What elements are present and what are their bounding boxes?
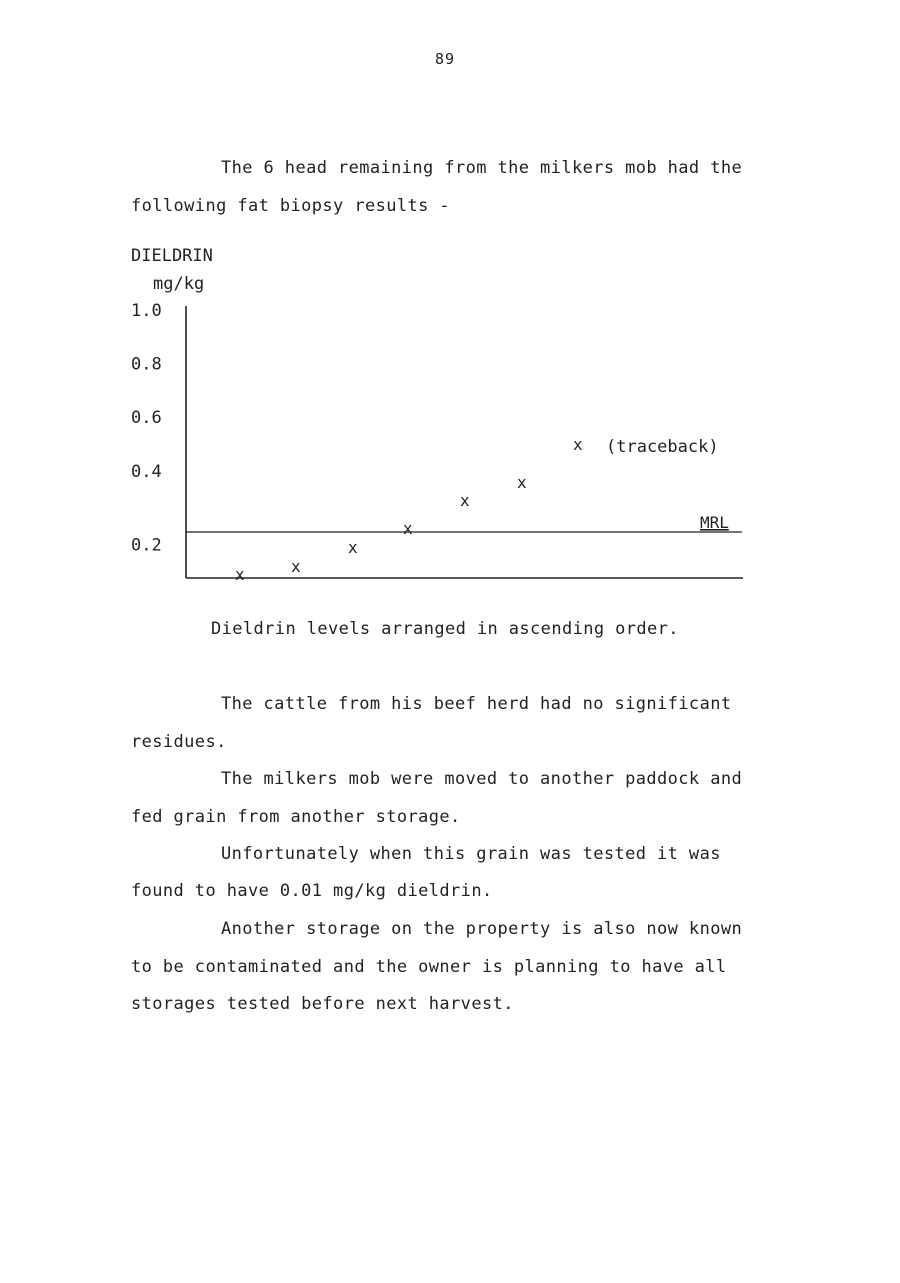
y-tick-label: 1.0 [131,301,162,321]
body-p4-line1: Another storage on the property is also now known [221,919,743,939]
y-tick-label: 0.8 [131,354,162,375]
chart-yunit: mg/kg [153,274,205,294]
page-number: 89 [434,50,456,68]
y-tick-label: 0.2 [131,535,162,556]
body-p2-line2: fed grain from another storage. [131,807,461,827]
y-tick-label: 0.6 [131,408,162,429]
data-points [235,435,583,584]
y-tick-label: 0.4 [131,461,162,482]
data-point-marker: x [235,565,245,584]
y-tick-labels [131,301,162,555]
body-p2-line1: The milkers mob were moved to another paddock and [221,769,743,789]
intro-line-2: following fat biopsy results - [131,196,451,216]
body-p1-line2: residues. [131,732,227,752]
data-point-marker: x [460,491,470,510]
chart-caption: Dieldrin levels arranged in ascending order. [211,619,679,639]
data-point-marker: x [291,557,301,576]
body-p4-line2: to be contaminated and the owner is planning to have all [131,957,727,977]
data-point-marker: x [573,435,583,454]
body-p4-line3: storages tested before next harvest. [131,994,514,1014]
body-p1-line1: The cattle from his beef herd had no significant [221,694,732,714]
data-point-marker: x [348,538,358,557]
intro-line-1: The 6 head remaining from the milkers mob had the [221,158,743,178]
data-point-marker: x [403,519,413,538]
mrl-label: MRL [700,513,729,532]
data-point-marker: x [517,473,527,492]
body-p3-line1: Unfortunately when this grain was tested it was [221,844,721,864]
chart-ylabel: DIELDRIN [131,246,213,266]
traceback-annotation: (traceback) [606,437,719,457]
body-p3-line2: found to have 0.01 mg/kg dieldrin. [131,881,493,901]
